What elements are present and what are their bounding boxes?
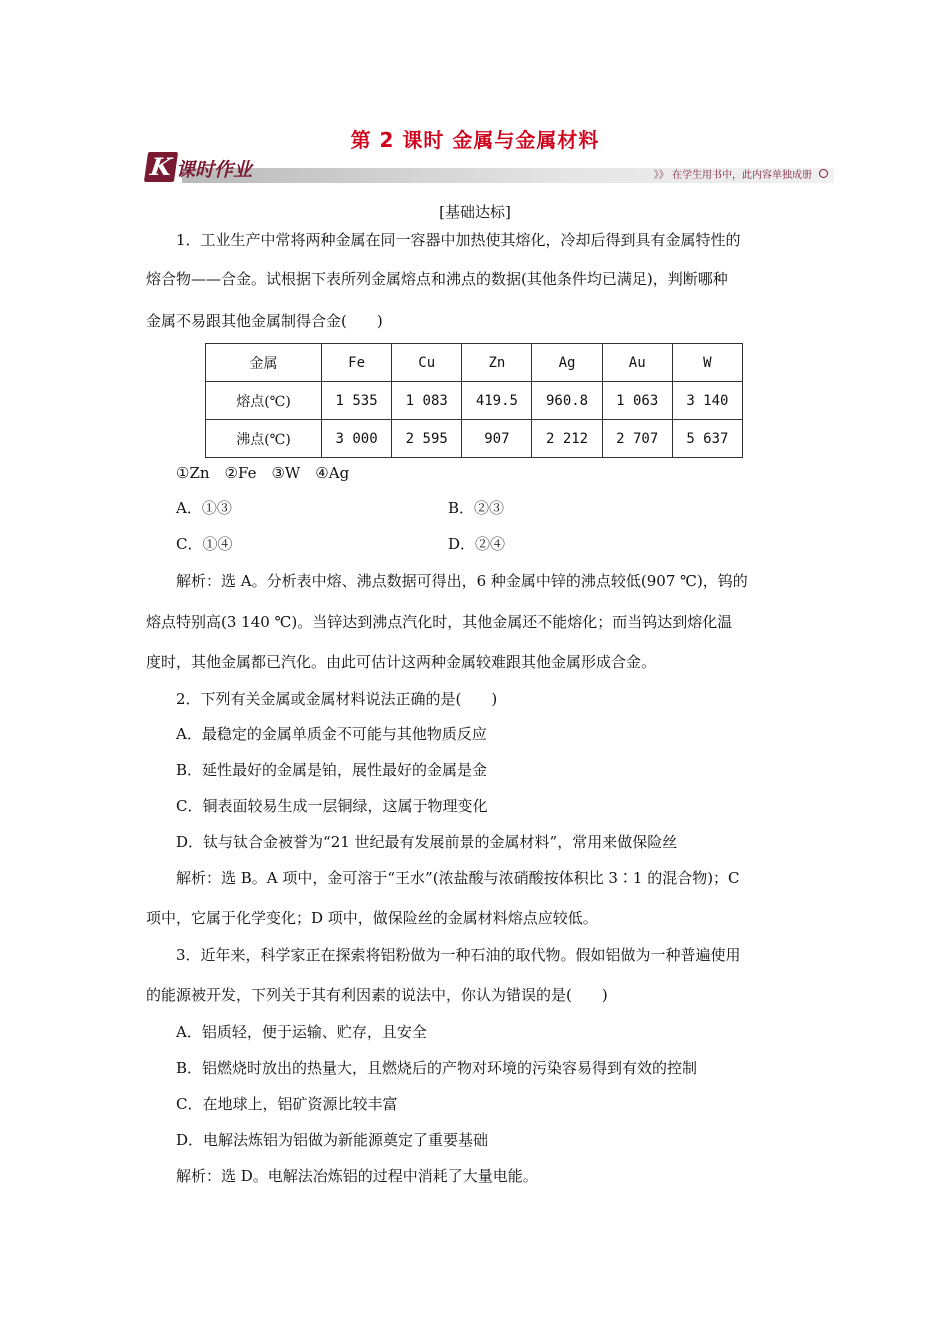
- table-row: [206, 382, 743, 420]
- banner-label: 课时作业: [176, 159, 253, 181]
- q2-option-c: C．铜表面较易生成一层铜绿，这属于物理变化: [176, 797, 488, 815]
- metal-data-table: [205, 343, 743, 458]
- table-cell: 1 063: [602, 382, 672, 420]
- table-cell: Fe: [322, 344, 392, 382]
- table-cell: Cu: [392, 344, 462, 382]
- q1-answer-line1: 解析：选 A。分析表中熔、沸点数据可得出，6 种金属中锌的沸点较低(907 ℃)，钨的: [176, 572, 748, 590]
- q3-stem-line1: 3．近年来，科学家正在探索将铝粉做为一种石油的取代物。假如铝做为一种普遍使用: [176, 946, 741, 964]
- q1-stem-line1: 1．工业生产中常将两种金属在同一容器中加热使其熔化，冷却后得到具有金属特性的: [176, 231, 741, 249]
- table-cell: 1 083: [392, 382, 462, 420]
- k-logo-icon: K: [144, 152, 178, 182]
- lesson-title: 第 2 课时 金属与金属材料: [350, 128, 600, 152]
- table-cell: 2 212: [532, 420, 602, 458]
- q1-option-a: A．①③: [176, 499, 232, 517]
- q2-answer-line1: 解析：选 B。A 项中，金可溶于“王水”(浓盐酸与浓硝酸按体积比 3∶1 的混合物)；C: [176, 869, 740, 887]
- q2-option-d: D．钛与钛合金被誉为“21 世纪最有发展前景的金属材料”，常用来做保险丝: [176, 833, 678, 851]
- q2-option-b: B．延性最好的金属是铂，展性最好的金属是金: [176, 761, 488, 779]
- q2-option-a: A．最稳定的金属单质金不可能与其他物质反应: [176, 725, 487, 743]
- table-cell: 2 595: [392, 420, 462, 458]
- q1-stem-line3: 金属不易跟其他金属制得合金( ): [146, 312, 383, 330]
- table-cell: 1 535: [322, 382, 392, 420]
- table-cell: 960.8: [532, 382, 602, 420]
- table-cell: 2 707: [602, 420, 672, 458]
- table-cell: Ag: [532, 344, 602, 382]
- q1-answer-line2: 熔点特别高(3 140 ℃)。当锌达到沸点汽化时，其他金属还不能熔化；而当钨达到熔化温: [146, 613, 733, 631]
- q3-stem-line2: 的能源被开发，下列关于其有利因素的说法中，你认为错误的是( ): [146, 986, 608, 1004]
- q1-option-d: D．②④: [448, 535, 506, 553]
- table-row: [206, 420, 743, 458]
- table-cell: W: [672, 344, 742, 382]
- q3-option-d: D．电解法炼铝为铝做为新能源奠定了重要基础: [176, 1131, 489, 1149]
- section-heading: [基础达标]: [439, 203, 511, 221]
- table-cell: 5 637: [672, 420, 742, 458]
- q3-answer: 解析：选 D。电解法冶炼铝的过程中消耗了大量电能。: [176, 1167, 538, 1185]
- table-cell: Zn: [462, 344, 532, 382]
- table-cell: 金属: [206, 344, 322, 382]
- table-cell: 3 000: [322, 420, 392, 458]
- table-header-row: [206, 344, 743, 382]
- circle-icon: [819, 169, 828, 178]
- q1-option-b: B．②③: [448, 499, 505, 517]
- table-cell: 沸点(℃): [206, 420, 322, 458]
- q2-stem: 2．下列有关金属或金属材料说法正确的是( ): [176, 690, 498, 708]
- q1-stem-line2: 熔合物——合金。试根据下表所列金属熔点和沸点的数据(其他条件均已满足)，判断哪种: [146, 270, 728, 288]
- table-cell: 907: [462, 420, 532, 458]
- homework-banner: [146, 150, 834, 184]
- q2-answer-line2: 项中，它属于化学变化；D 项中，做保险丝的金属材料熔点应较低。: [146, 909, 598, 927]
- table-cell: 419.5: [462, 382, 532, 420]
- q3-option-c: C．在地球上，铝矿资源比较丰富: [176, 1095, 398, 1113]
- q3-option-a: A．铝质轻，便于运输、贮存，且安全: [176, 1023, 427, 1041]
- q1-answer-line3: 度时，其他金属都已汽化。由此可估计这两种金属较难跟其他金属形成合金。: [146, 653, 657, 671]
- q1-option-c: C．①④: [176, 535, 233, 553]
- table-cell: Au: [602, 344, 672, 382]
- table-cell: 熔点(℃): [206, 382, 322, 420]
- q3-option-b: B．铝燃烧时放出的热量大，且燃烧后的产物对环境的污染容易得到有效的控制: [176, 1059, 698, 1077]
- table-cell: 3 140: [672, 382, 742, 420]
- banner-note: 》》 在学生用书中，此内容单独成册: [653, 170, 812, 181]
- q1-items: ①Zn ②Fe ③W ④Ag: [176, 464, 350, 482]
